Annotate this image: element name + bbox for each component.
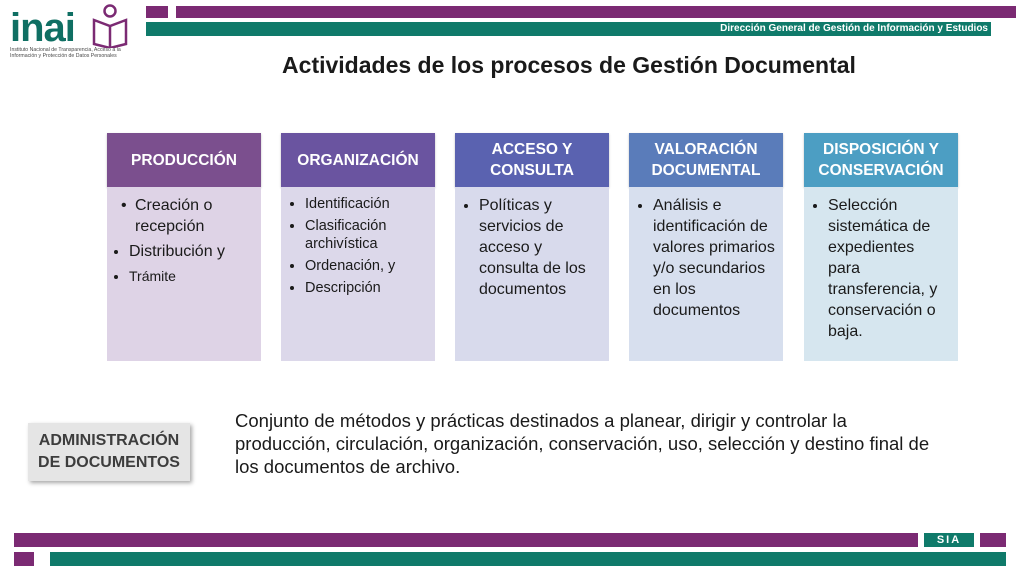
activity-list — [289, 195, 427, 297]
list-item: • Distribución y — [129, 241, 253, 262]
column-acceso-consulta — [455, 133, 609, 361]
header-subtitle: Dirección General de Gestión de Información y Estudios — [720, 23, 988, 34]
list-item: • Políticas y servicios de acceso y consulta de los documentos — [479, 195, 601, 300]
footer-purple-bar — [14, 533, 918, 547]
column-body — [281, 187, 435, 361]
page-title: Actividades de los procesos de Gestión Documental — [282, 52, 856, 78]
list-item: • Ordenación, y — [305, 257, 427, 275]
list-item: • Descripción — [305, 279, 427, 297]
list-item: • Creación o recepción — [121, 197, 213, 235]
column-body — [455, 187, 609, 361]
logo-wordmark: inai — [10, 6, 75, 50]
list-item: • Análisis e identificación de valores primarios y/o secundarios en los documentos — [653, 195, 775, 321]
logo-caption: Instituto Nacional de Transparencia, Acceso a la Información y Protección de Datos Personales — [10, 47, 121, 59]
logo-figure-icon — [90, 4, 130, 48]
column-body — [804, 187, 958, 361]
column-heading: ORGANIZACIÓN — [281, 133, 435, 187]
footer-label: SIA — [936, 534, 962, 546]
list-item: • Trámite — [129, 266, 253, 287]
column-heading: VALORACIÓN DOCUMENTAL — [629, 133, 783, 187]
footer-left-accent — [14, 552, 34, 566]
column-heading: ACCESO Y CONSULTA — [455, 133, 609, 187]
column-disposicion — [804, 133, 958, 361]
column-organizacion — [281, 133, 435, 361]
column-heading: PRODUCCIÓN — [107, 133, 261, 187]
footer-accent-bar — [980, 533, 1006, 547]
activity-list — [113, 195, 253, 287]
list-item: • Selección sistemática de expedientes para transferencia, y conservación o baja. — [828, 195, 950, 342]
column-valoracion — [629, 133, 783, 361]
column-heading: DISPOSICIÓN Y CONSERVACIÓN — [804, 133, 958, 187]
column-produccion — [107, 133, 261, 361]
header-purple-bar — [176, 6, 1016, 18]
header-accent-bar — [146, 6, 168, 18]
column-body — [629, 187, 783, 361]
list-item: • Identificación — [305, 195, 427, 213]
admin-description: Conjunto de métodos y prácticas destinados a planear, dirigir y controlar la producción, circulación, organización, conservación, uso, selección y destino final de los documentos de archivo. — [235, 410, 930, 477]
admin-label-box: ADMINISTRACIÓN DE DOCUMENTOS — [28, 423, 190, 481]
activity-list — [812, 195, 950, 342]
activity-list — [637, 195, 775, 321]
activity-list — [463, 195, 601, 300]
list-item: • Clasificación archivística — [305, 217, 427, 253]
column-body — [107, 187, 261, 361]
footer-teal-bar — [50, 552, 1006, 566]
